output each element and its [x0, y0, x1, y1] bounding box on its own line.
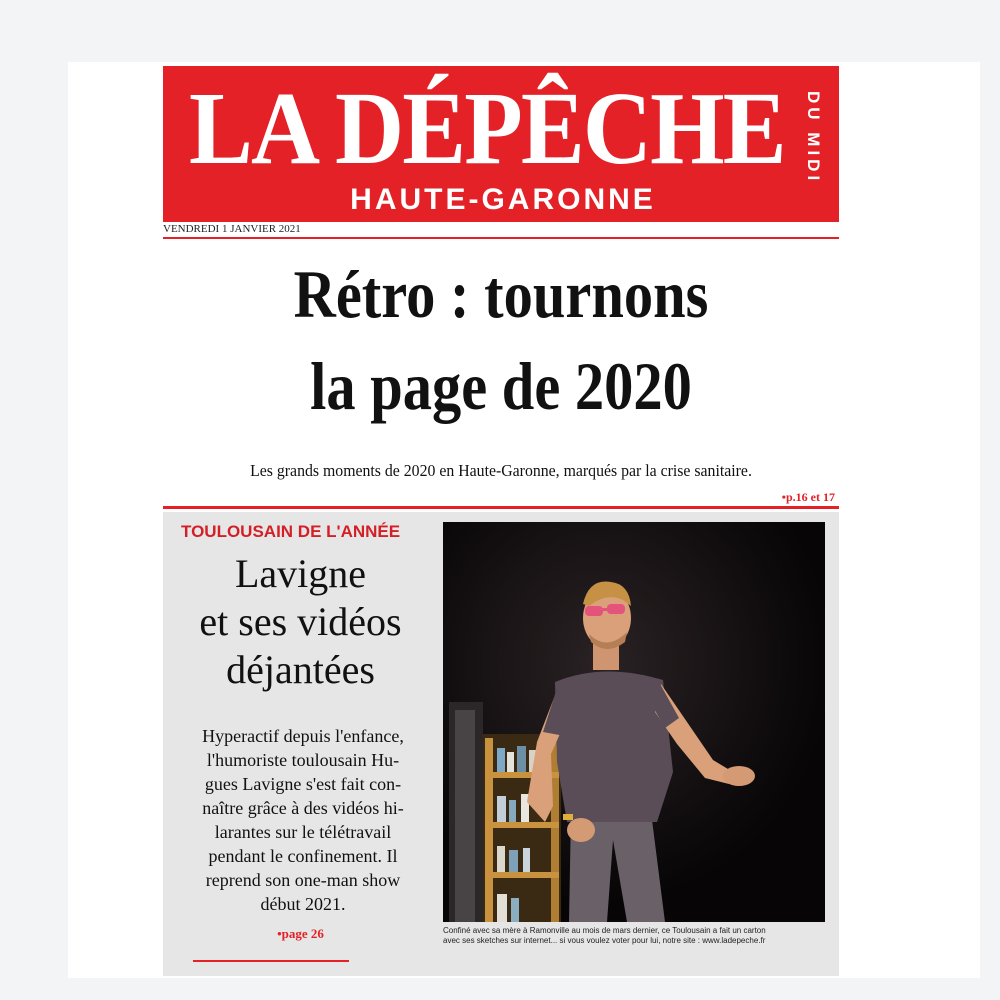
page-reference-top: •p.16 et 17 — [781, 490, 835, 504]
masthead-title: LA DÉPÊCHE — [189, 71, 785, 186]
masthead-region: HAUTE-GARONNE — [350, 183, 656, 216]
headline-line-2: la page de 2020 — [310, 348, 692, 424]
page-reference-bottom: •page 26 — [277, 926, 324, 941]
masthead — [163, 66, 839, 222]
body-line: gues Lavigne s'est fait con- — [204, 774, 402, 794]
feature-section — [163, 512, 839, 976]
body-line: reprend son one-man show — [205, 870, 401, 890]
feature-title-line: déjantées — [226, 647, 375, 692]
feature-body — [177, 724, 429, 916]
standfirst: Les grands moments de 2020 en Haute-Garonne, marqués par la crise sanitaire. — [250, 461, 752, 480]
main-headline — [210, 248, 791, 432]
body-line: début 2021. — [260, 894, 346, 914]
caption-line: avec ses sketches sur internet... si vous voulez voter pour lui, notre site : www.ladepeche.fr — [443, 936, 766, 945]
section-divider — [163, 506, 839, 509]
body-line: larantes sur le télétravail — [214, 822, 392, 842]
photo-caption — [443, 926, 825, 946]
caption-line: Confiné avec sa mère à Ramonville au mois de mars dernier, ce Toulousain a fait un carton — [443, 926, 766, 935]
feature-kicker: TOULOUSAIN DE L'ANNÉE — [181, 522, 401, 541]
body-line: naître grâce à des vidéos hi- — [202, 798, 404, 818]
headline-line-1: Rétro : tournons — [293, 256, 709, 332]
feature-title-line: et ses vidéos — [199, 599, 402, 644]
body-line: Hyperactif depuis l'enfance, — [202, 726, 404, 746]
feature-title — [163, 550, 438, 694]
feature-title-line: Lavigne — [234, 551, 367, 596]
body-line: l'humoriste toulousain Hu- — [206, 750, 400, 770]
feature-photo — [443, 522, 825, 922]
newspaper-front-page — [163, 66, 839, 976]
sidebar-rule — [193, 960, 349, 962]
dateline: VENDREDI 1 JANVIER 2021 — [163, 223, 839, 239]
body-line: pendant le confinement. Il — [208, 846, 398, 866]
performer-illustration — [443, 522, 825, 922]
masthead-side-label: DU MIDI — [804, 91, 823, 185]
